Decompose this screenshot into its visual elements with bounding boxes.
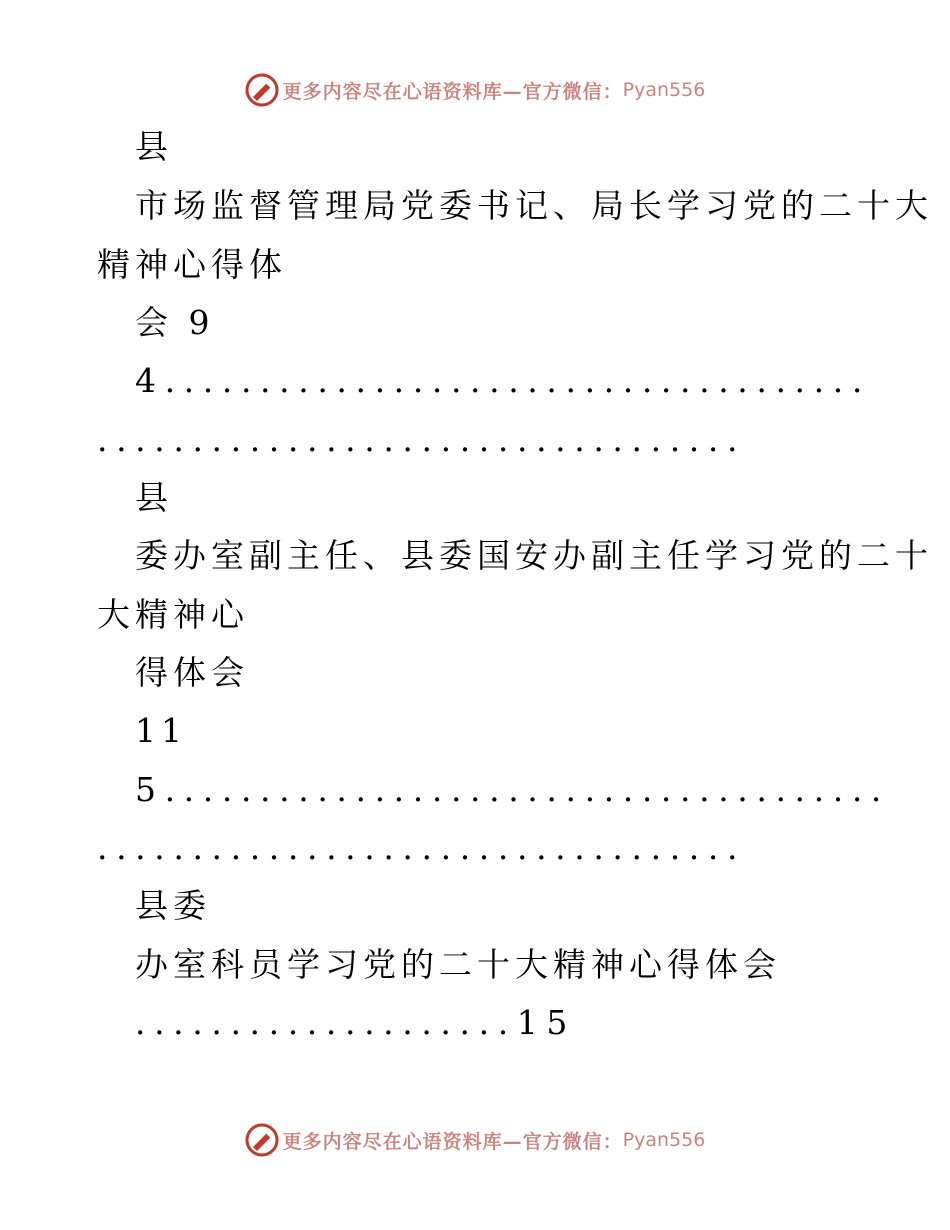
pen-logo-icon [245,73,279,107]
watermark-id: Pyan556 [622,79,706,101]
toc-line: 县 [135,127,173,166]
toc-line: .................................. [97,828,747,867]
toc-line: 会 9 [135,303,215,342]
toc-line: 得体会 [135,653,249,692]
toc-line: 办室科员学习党的二十大精神心得体会 [135,945,781,984]
toc-line: 县委 [135,886,211,925]
toc-line: 县 [135,478,173,517]
toc-line: 4..................................... [135,361,871,400]
toc-line: 5...................................... [135,770,891,809]
toc-line: .................................. [97,420,747,459]
toc-line: 市场监督管理局党委书记、局长学习党的二十大 [135,186,933,225]
toc-line: 委办室副主任、县委国安办副主任学习党的二十 [135,536,933,575]
watermark-id: Pyan556 [622,1129,706,1151]
header-watermark [0,70,950,110]
watermark-text: 更多内容尽在心语资料库—官方微信： [282,1130,623,1153]
toc-line: 11 [135,711,187,750]
toc-line: 大精神心 [97,595,249,634]
pen-logo-icon [245,1123,279,1157]
watermark-text: 更多内容尽在心语资料库—官方微信： [282,80,623,103]
footer-watermark [0,1120,950,1160]
toc-line: 精神心得体 [97,245,287,284]
toc-line: ....................15 [135,1003,576,1042]
